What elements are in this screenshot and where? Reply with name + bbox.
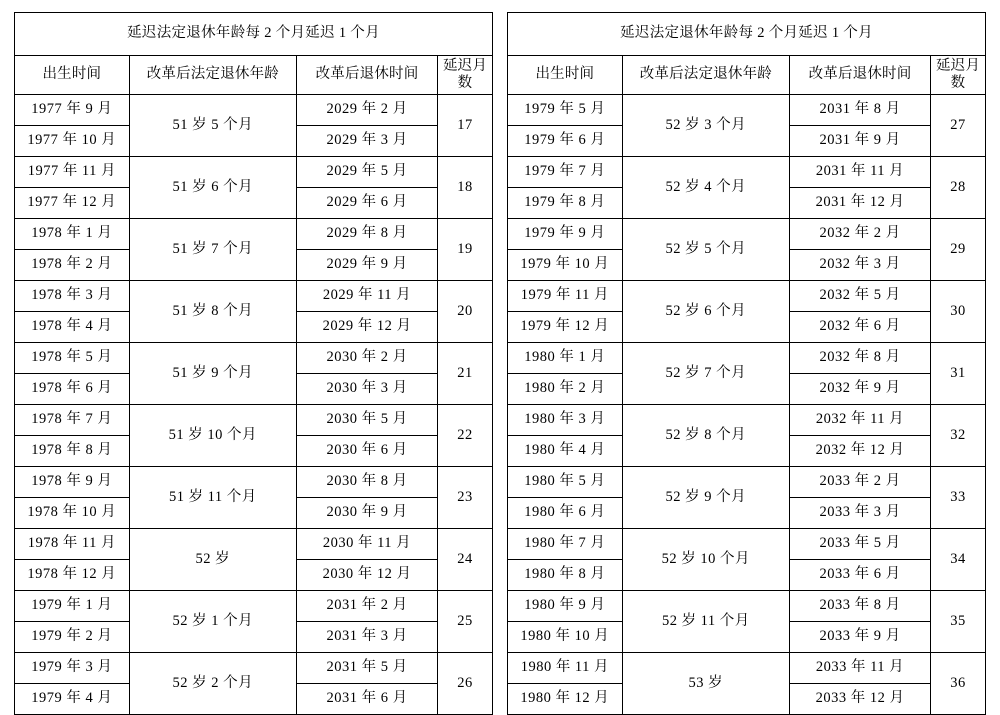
retirement-date-cell: 2029 年 9 月: [297, 250, 438, 281]
retirement-age-cell: 53 岁: [622, 653, 789, 715]
birth-date-cell: 1979 年 3 月: [15, 653, 130, 684]
table-row: [15, 591, 493, 622]
birth-date-cell: 1977 年 12 月: [15, 188, 130, 219]
retirement-date-cell: 2030 年 6 月: [297, 436, 438, 467]
retirement-date-cell: 2030 年 5 月: [297, 405, 438, 436]
birth-date-cell: 1978 年 5 月: [15, 343, 130, 374]
birth-date-cell: 1980 年 8 月: [508, 560, 623, 591]
birth-date-cell: 1979 年 4 月: [15, 684, 130, 715]
retirement-age-cell: 52 岁: [129, 529, 296, 591]
table-row: [508, 529, 986, 560]
retirement-age-cell: 51 岁 9 个月: [129, 343, 296, 405]
retirement-age-cell: 52 岁 10 个月: [622, 529, 789, 591]
table-row: [508, 157, 986, 188]
table-body-left: [15, 13, 493, 715]
retirement-date-cell: 2029 年 6 月: [297, 188, 438, 219]
delay-months-cell: 29: [931, 219, 986, 281]
table-panel-left: [14, 12, 500, 707]
retirement-date-cell: 2030 年 8 月: [297, 467, 438, 498]
table-row: [15, 281, 493, 312]
retirement-date-cell: 2031 年 3 月: [297, 622, 438, 653]
birth-date-cell: 1978 年 3 月: [15, 281, 130, 312]
table-row: [15, 405, 493, 436]
retirement-age-cell: 52 岁 9 个月: [622, 467, 789, 529]
delay-months-cell: 34: [931, 529, 986, 591]
retirement-age-cell: 51 岁 10 个月: [129, 405, 296, 467]
table-row: [508, 467, 986, 498]
retirement-date-cell: 2033 年 11 月: [790, 653, 931, 684]
delay-months-cell: 26: [438, 653, 493, 715]
column-header: 改革后法定退休年龄: [129, 56, 296, 95]
birth-date-cell: 1978 年 1 月: [15, 219, 130, 250]
retirement-date-cell: 2033 年 9 月: [790, 622, 931, 653]
delay-months-cell: 27: [931, 95, 986, 157]
delay-months-cell: 31: [931, 343, 986, 405]
retirement-date-cell: 2033 年 3 月: [790, 498, 931, 529]
retirement-date-cell: 2032 年 5 月: [790, 281, 931, 312]
retirement-age-cell: 51 岁 6 个月: [129, 157, 296, 219]
birth-date-cell: 1980 年 11 月: [508, 653, 623, 684]
birth-date-cell: 1979 年 7 月: [508, 157, 623, 188]
delay-months-cell: 28: [931, 157, 986, 219]
table-row: [508, 281, 986, 312]
retirement-age-cell: 52 岁 6 个月: [622, 281, 789, 343]
retirement-date-cell: 2033 年 6 月: [790, 560, 931, 591]
birth-date-cell: 1979 年 2 月: [15, 622, 130, 653]
table-row: [508, 219, 986, 250]
column-header: 改革后退休时间: [297, 56, 438, 95]
delay-months-cell: 19: [438, 219, 493, 281]
birth-date-cell: 1980 年 3 月: [508, 405, 623, 436]
birth-date-cell: 1979 年 5 月: [508, 95, 623, 126]
delay-months-cell: 23: [438, 467, 493, 529]
retirement-age-cell: 52 岁 1 个月: [129, 591, 296, 653]
table-row: [15, 95, 493, 126]
column-header: 出生时间: [508, 56, 623, 95]
table-row: [15, 529, 493, 560]
column-header: 延迟月数: [931, 56, 986, 95]
birth-date-cell: 1979 年 6 月: [508, 126, 623, 157]
birth-date-cell: 1977 年 10 月: [15, 126, 130, 157]
retirement-age-cell: 51 岁 7 个月: [129, 219, 296, 281]
retirement-age-cell: 52 岁 11 个月: [622, 591, 789, 653]
birth-date-cell: 1980 年 9 月: [508, 591, 623, 622]
column-header: 改革后退休时间: [790, 56, 931, 95]
retirement-date-cell: 2032 年 8 月: [790, 343, 931, 374]
retirement-age-cell: 51 岁 8 个月: [129, 281, 296, 343]
delay-months-cell: 21: [438, 343, 493, 405]
table-caption-row: [15, 13, 493, 56]
retirement-date-cell: 2030 年 3 月: [297, 374, 438, 405]
table-row: [15, 219, 493, 250]
table-panel-right: [500, 12, 986, 707]
retirement-age-cell: 51 岁 5 个月: [129, 95, 296, 157]
table-row: [508, 405, 986, 436]
birth-date-cell: 1978 年 6 月: [15, 374, 130, 405]
birth-date-cell: 1980 年 7 月: [508, 529, 623, 560]
retirement-date-cell: 2029 年 3 月: [297, 126, 438, 157]
column-header: 改革后法定退休年龄: [622, 56, 789, 95]
birth-date-cell: 1979 年 11 月: [508, 281, 623, 312]
retirement-date-cell: 2031 年 12 月: [790, 188, 931, 219]
retirement-age-cell: 52 岁 2 个月: [129, 653, 296, 715]
birth-date-cell: 1977 年 11 月: [15, 157, 130, 188]
delay-months-cell: 30: [931, 281, 986, 343]
delay-months-cell: 22: [438, 405, 493, 467]
birth-date-cell: 1978 年 9 月: [15, 467, 130, 498]
table-caption-row: [508, 13, 986, 56]
retirement-date-cell: 2030 年 12 月: [297, 560, 438, 591]
retirement-date-cell: 2032 年 12 月: [790, 436, 931, 467]
retirement-age-cell: 52 岁 7 个月: [622, 343, 789, 405]
delay-months-cell: 20: [438, 281, 493, 343]
retirement-date-cell: 2029 年 5 月: [297, 157, 438, 188]
birth-date-cell: 1980 年 5 月: [508, 467, 623, 498]
delay-months-cell: 36: [931, 653, 986, 715]
delay-months-cell: 17: [438, 95, 493, 157]
birth-date-cell: 1978 年 8 月: [15, 436, 130, 467]
retirement-date-cell: 2030 年 11 月: [297, 529, 438, 560]
birth-date-cell: 1979 年 1 月: [15, 591, 130, 622]
table-row: [508, 653, 986, 684]
retirement-date-cell: 2032 年 6 月: [790, 312, 931, 343]
birth-date-cell: 1980 年 2 月: [508, 374, 623, 405]
retirement-age-cell: 52 岁 3 个月: [622, 95, 789, 157]
retirement-date-cell: 2032 年 9 月: [790, 374, 931, 405]
birth-date-cell: 1979 年 10 月: [508, 250, 623, 281]
birth-date-cell: 1978 年 4 月: [15, 312, 130, 343]
birth-date-cell: 1978 年 10 月: [15, 498, 130, 529]
delay-months-cell: 35: [931, 591, 986, 653]
retirement-date-cell: 2030 年 2 月: [297, 343, 438, 374]
table-row: [508, 95, 986, 126]
retirement-date-cell: 2032 年 11 月: [790, 405, 931, 436]
delay-months-cell: 33: [931, 467, 986, 529]
table-caption: 延迟法定退休年龄每 2 个月延迟 1 个月: [15, 13, 493, 56]
birth-date-cell: 1980 年 4 月: [508, 436, 623, 467]
table-header-row: [15, 56, 493, 95]
retirement-date-cell: 2031 年 2 月: [297, 591, 438, 622]
retirement-age-cell: 52 岁 4 个月: [622, 157, 789, 219]
birth-date-cell: 1979 年 12 月: [508, 312, 623, 343]
birth-date-cell: 1980 年 1 月: [508, 343, 623, 374]
retirement-date-cell: 2031 年 11 月: [790, 157, 931, 188]
table-body-right: [508, 13, 986, 715]
retirement-age-cell: 52 岁 5 个月: [622, 219, 789, 281]
table-row: [15, 343, 493, 374]
retirement-date-cell: 2033 年 2 月: [790, 467, 931, 498]
delay-months-cell: 18: [438, 157, 493, 219]
birth-date-cell: 1979 年 8 月: [508, 188, 623, 219]
table-row: [508, 343, 986, 374]
retirement-date-cell: 2031 年 9 月: [790, 126, 931, 157]
birth-date-cell: 1980 年 10 月: [508, 622, 623, 653]
retirement-date-cell: 2031 年 5 月: [297, 653, 438, 684]
table-caption: 延迟法定退休年龄每 2 个月延迟 1 个月: [508, 13, 986, 56]
retirement-date-cell: 2033 年 12 月: [790, 684, 931, 715]
retirement-table-right: [507, 12, 986, 715]
retirement-date-cell: 2030 年 9 月: [297, 498, 438, 529]
table-row: [15, 467, 493, 498]
retirement-date-cell: 2031 年 8 月: [790, 95, 931, 126]
retirement-age-cell: 52 岁 8 个月: [622, 405, 789, 467]
birth-date-cell: 1977 年 9 月: [15, 95, 130, 126]
delay-months-cell: 25: [438, 591, 493, 653]
birth-date-cell: 1980 年 12 月: [508, 684, 623, 715]
delay-months-cell: 24: [438, 529, 493, 591]
table-row: [15, 157, 493, 188]
retirement-date-cell: 2029 年 2 月: [297, 95, 438, 126]
retirement-date-cell: 2029 年 8 月: [297, 219, 438, 250]
retirement-age-cell: 51 岁 11 个月: [129, 467, 296, 529]
retirement-date-cell: 2029 年 12 月: [297, 312, 438, 343]
birth-date-cell: 1978 年 12 月: [15, 560, 130, 591]
retirement-date-cell: 2033 年 5 月: [790, 529, 931, 560]
column-header: 出生时间: [15, 56, 130, 95]
column-header: 延迟月数: [438, 56, 493, 95]
birth-date-cell: 1978 年 11 月: [15, 529, 130, 560]
birth-date-cell: 1978 年 7 月: [15, 405, 130, 436]
retirement-date-cell: 2033 年 8 月: [790, 591, 931, 622]
retirement-table-left: [14, 12, 493, 715]
birth-date-cell: 1979 年 9 月: [508, 219, 623, 250]
table-row: [508, 591, 986, 622]
retirement-date-cell: 2032 年 3 月: [790, 250, 931, 281]
table-row: [15, 653, 493, 684]
retirement-date-cell: 2031 年 6 月: [297, 684, 438, 715]
birth-date-cell: 1978 年 2 月: [15, 250, 130, 281]
table-header-row: [508, 56, 986, 95]
delay-months-cell: 32: [931, 405, 986, 467]
retirement-date-cell: 2032 年 2 月: [790, 219, 931, 250]
retirement-date-cell: 2029 年 11 月: [297, 281, 438, 312]
birth-date-cell: 1980 年 6 月: [508, 498, 623, 529]
